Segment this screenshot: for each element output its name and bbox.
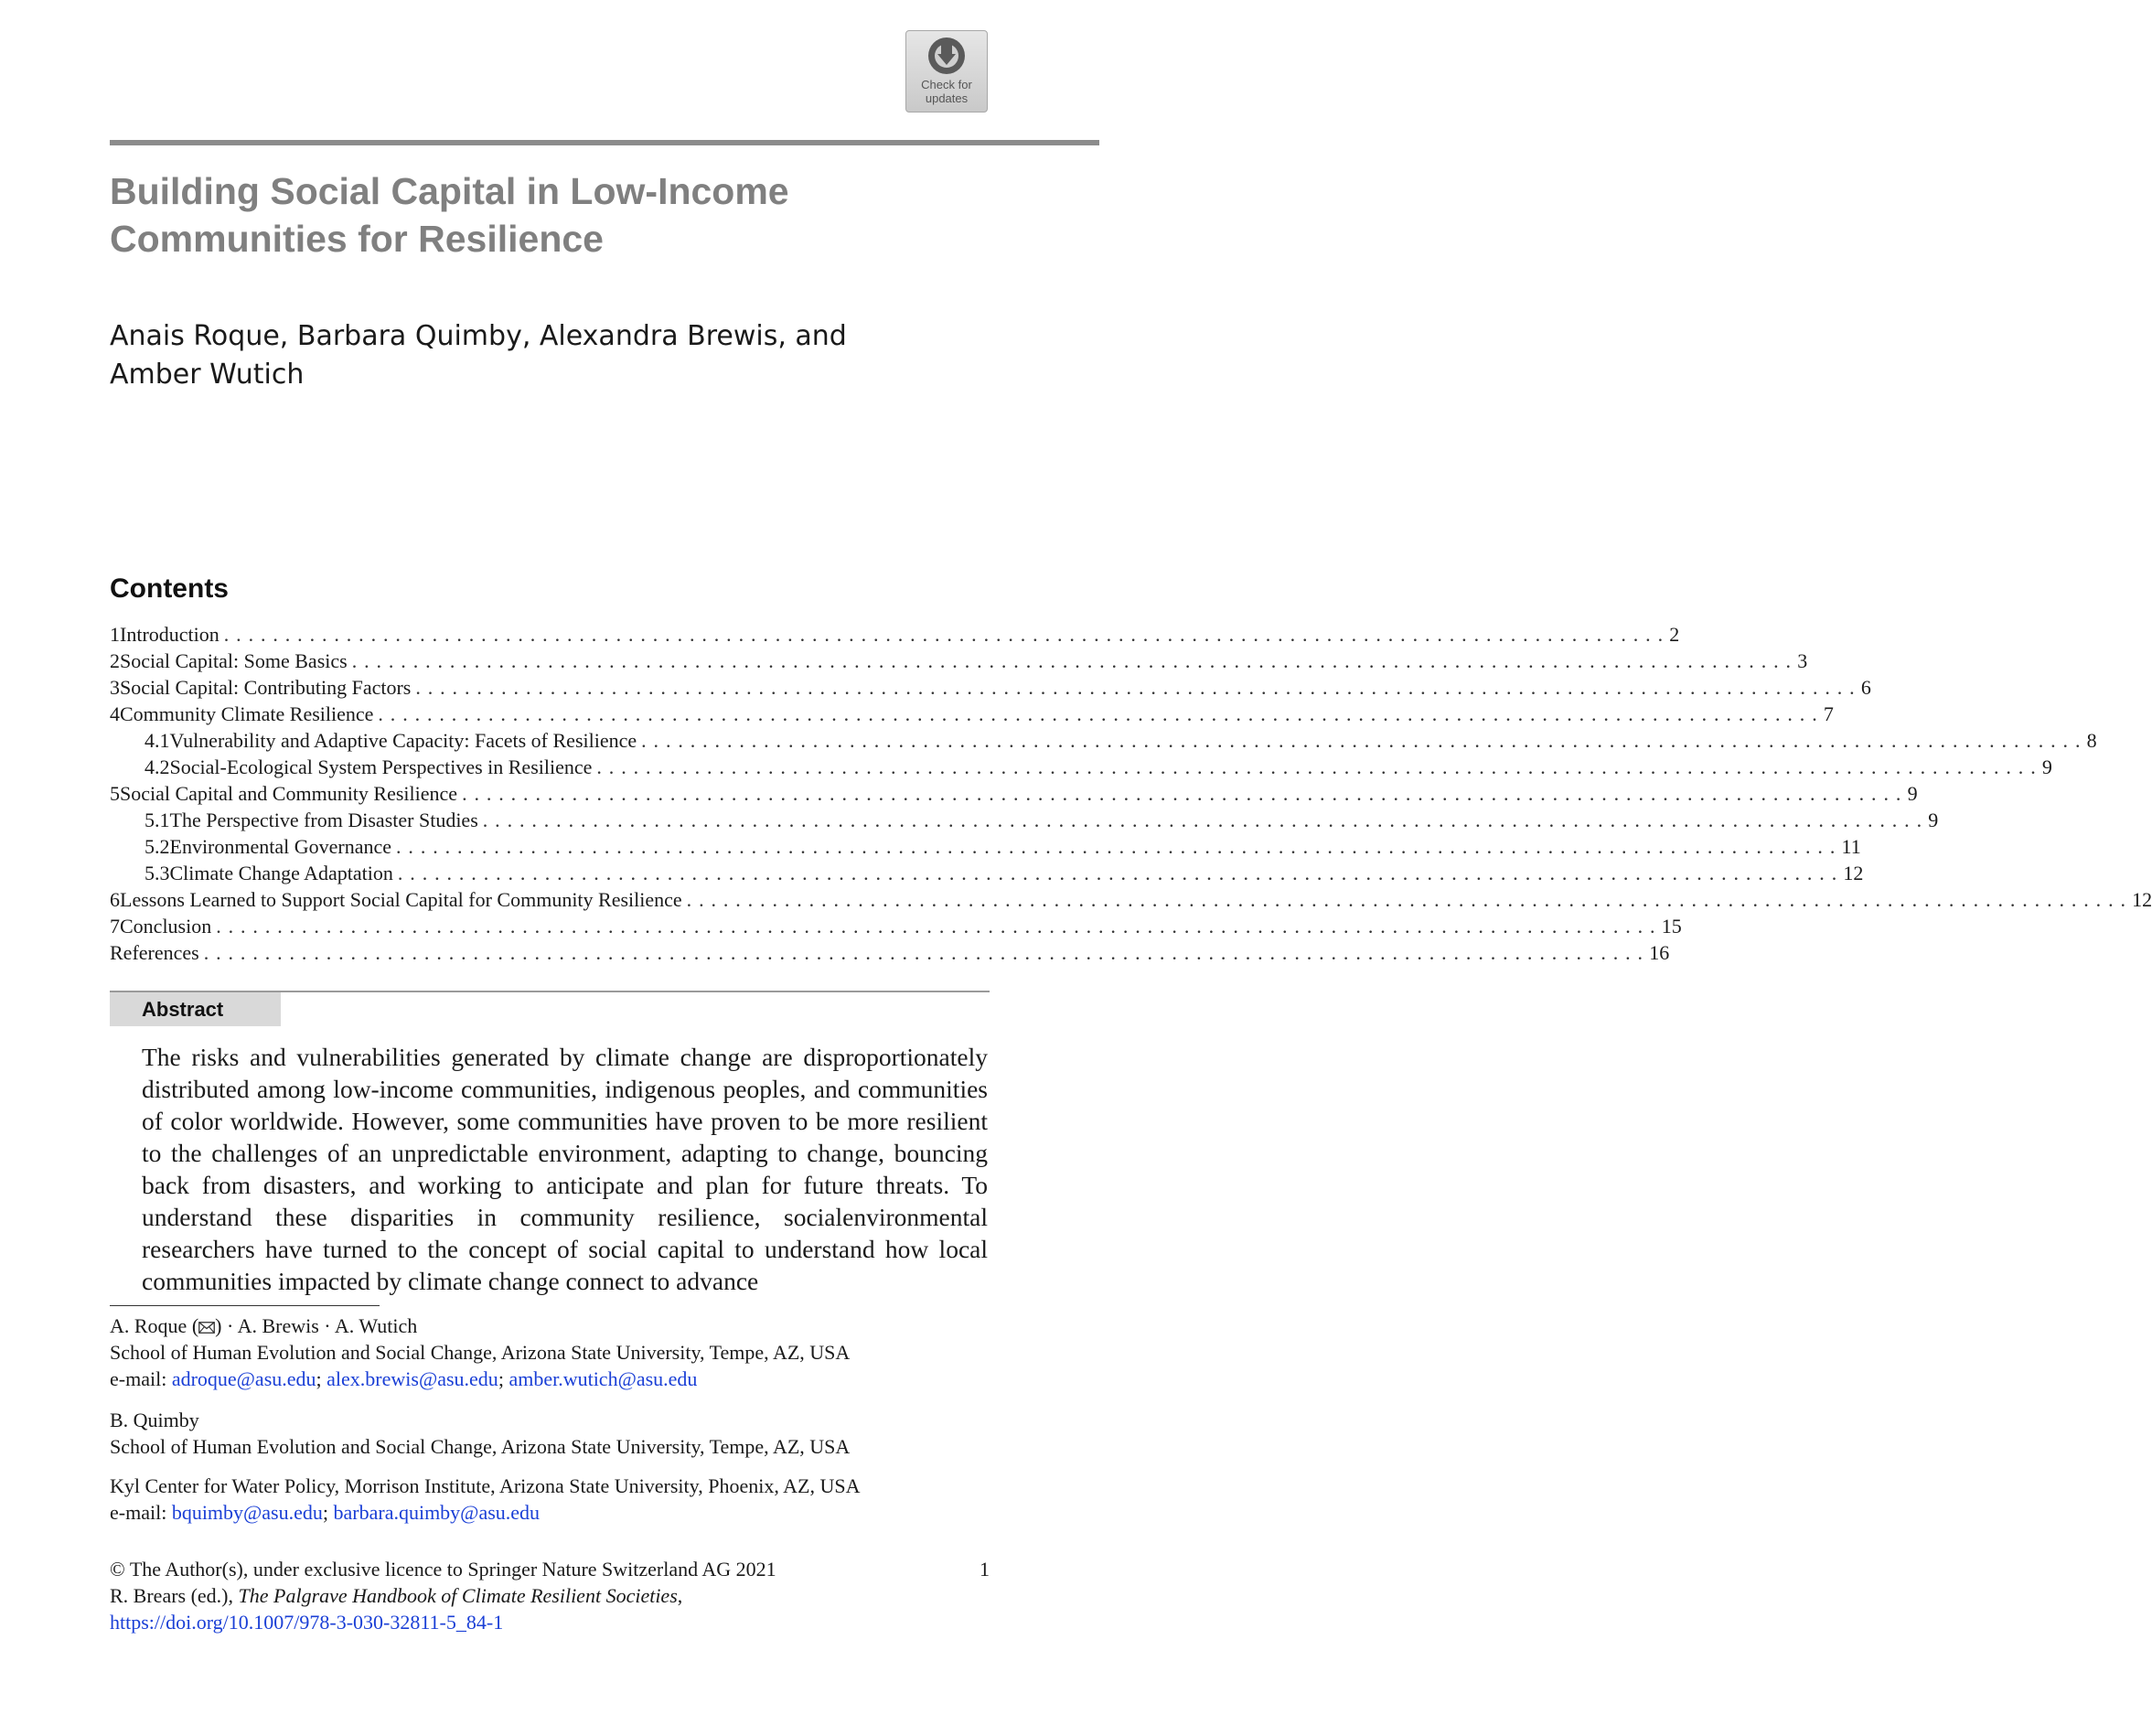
toc-leader: . . . . . . . . . . . . . . . . . . . . . . . . . . . . . . . . . . . . . . . . . . . . . . . . . . . . . . . . . . . . . . . . . . . . . . . . . . . . . . . . . . . . . . . . . . . . . . . . . . . . . . . . . . . . . . . . . . . . . . xyxy=(203,941,1644,964)
contents-heading: Contents xyxy=(110,573,229,604)
toc-leader: . . . . . . . . . . . . . . . . . . . . . . . . . . . . . . . . . . . . . . . . . . . . . . . . . . . . . . . . . . . . . . . . . . . . . . . . . . . . . . . . . . . . . . . . . . . . . . . . . . . . . . . . . . . . . . . . . . . . . . xyxy=(482,809,1923,831)
email-link[interactable]: bquimby@asu.edu xyxy=(171,1501,323,1524)
author-roque: A. Roque ( xyxy=(110,1314,199,1337)
toc-number: 1 xyxy=(110,623,120,646)
email-link[interactable]: barbara.quimby@asu.edu xyxy=(333,1501,541,1524)
toc-leader: . . . . . . . . . . . . . . . . . . . . . . . . . . . . . . . . . . . . . . . . . . . . . . . . . . . . . . . . . . . . . . . . . . . . . . . . . . . . . . . . . . . . . . . . . . . . . . . . . . . . . . . . . . . . . . . . . . . . . . xyxy=(223,623,1665,646)
title-line2: Communities for Resilience xyxy=(110,218,604,260)
toc-leader: . . . . . . . . . . . . . . . . . . . . . . . . . . . . . . . . . . . . . . . . . . . . . . . . . . . . . . . . . . . . . . . . . . . . . . . . . . . . . . . . . . . . . . . . . . . . . . . . . . . . . . . . . . . . . . . . . . . . . . xyxy=(351,649,1793,672)
toc-page: 11 xyxy=(1841,835,1861,858)
doi-line xyxy=(110,1609,990,1635)
toc-entry[interactable] xyxy=(110,833,1861,860)
toc-number: 5 xyxy=(110,782,120,805)
email-link[interactable]: adroque@asu.edu xyxy=(171,1367,316,1390)
title-punctuation: , xyxy=(677,1584,683,1607)
toc-entry[interactable] xyxy=(110,701,1834,727)
toc-number: 3 xyxy=(110,676,120,699)
toc-entry[interactable] xyxy=(110,807,1939,833)
affiliation-authors xyxy=(110,1313,1006,1339)
author-coauthors: ) · A. Brewis · A. Wutich xyxy=(215,1314,418,1337)
editor: R. Brears (ed.), xyxy=(110,1584,239,1607)
toc-title: The Perspective from Disaster Studies xyxy=(169,809,478,831)
toc-number: 4 xyxy=(110,702,120,725)
toc-page: 9 xyxy=(1907,782,1918,805)
email-label: e-mail: xyxy=(110,1367,172,1390)
affiliation-block-2 xyxy=(110,1407,1006,1460)
toc-number: 5.3 xyxy=(145,862,170,884)
toc-number: 5.2 xyxy=(145,835,170,858)
title-line1: Building Social Capital in Low-Income xyxy=(110,170,789,212)
badge-label-line2: updates xyxy=(925,91,969,105)
toc-page: 6 xyxy=(1860,676,1871,699)
toc-page: 2 xyxy=(1669,623,1680,646)
chapter-title xyxy=(110,167,933,263)
toc-entry[interactable] xyxy=(110,621,1680,648)
doi-link[interactable]: https://doi.org/10.1007/978-3-030-32811-5_84-1 xyxy=(110,1611,504,1634)
affiliation-author: B. Quimby xyxy=(110,1409,199,1431)
affiliation-emails: e-mail: bquimby@asu.edu; barbara.quimby@asu.edu xyxy=(110,1501,541,1524)
authors-line1: Anais Roque, Barbara Quimby, Alexandra Brewis, and xyxy=(110,320,847,352)
affiliation-block-1 xyxy=(110,1313,1006,1392)
page-footer xyxy=(110,1556,990,1635)
toc-entry[interactable] xyxy=(110,886,2152,913)
toc-page: 3 xyxy=(1797,649,1808,672)
toc-title: Social Capital and Community Resilience xyxy=(120,782,458,805)
affiliation-block-3 xyxy=(110,1473,1006,1526)
copyright-line: © The Author(s), under exclusive licence to Springer Nature Switzerland AG 2021 xyxy=(110,1558,776,1581)
abstract-text: The risks and vulnerabilities generated by climate change are disproportionately distributed among low-income communities, indigenous peoples, and communities of color worldwide. However, some communities have proven to be more resilient to the challenges of an unpredictable environment, adapting to change, bouncing back from disasters, and working to anticipate and plan for future threats. To understand these disparities in community resilience, socialenvironmental researchers have turned to the concept of social capital to understand how local communities impacted by climate change connect to advance xyxy=(142,1043,988,1295)
toc-title: Social-Ecological System Perspectives in Resilience xyxy=(169,755,593,778)
toc-leader: . . . . . . . . . . . . . . . . . . . . . . . . . . . . . . . . . . . . . . . . . . . . . . . . . . . . . . . . . . . . . . . . . . . . . . . . . . . . . . . . . . . . . . . . . . . . . . . . . . . . . . . . . . . . . . . . . . . . . . xyxy=(686,888,2127,911)
toc-leader: . . . . . . . . . . . . . . . . . . . . . . . . . . . . . . . . . . . . . . . . . . . . . . . . . . . . . . . . . . . . . . . . . . . . . . . . . . . . . . . . . . . . . . . . . . . . . . . . . . . . . . . . . . . . . . . . . . . . . . xyxy=(596,755,2037,778)
toc-title: Social Capital: Contributing Factors xyxy=(120,676,412,699)
email-link[interactable]: alex.brewis@asu.edu xyxy=(327,1367,498,1390)
toc-page: 9 xyxy=(1928,809,1939,831)
toc-entry[interactable] xyxy=(110,780,1918,807)
toc-number: 2 xyxy=(110,649,120,672)
check-for-updates-badge[interactable] xyxy=(905,30,988,113)
table-of-contents xyxy=(110,621,2152,966)
affiliation-institution: School of Human Evolution and Social Change, Arizona State University, Tempe, AZ, USA xyxy=(110,1435,851,1458)
toc-entry[interactable] xyxy=(110,913,1682,939)
toc-entry[interactable] xyxy=(110,754,2052,780)
envelope-icon xyxy=(198,1322,215,1334)
toc-leader: . . . . . . . . . . . . . . . . . . . . . . . . . . . . . . . . . . . . . . . . . . . . . . . . . . . . . . . . . . . . . . . . . . . . . . . . . . . . . . . . . . . . . . . . . . . . . . . . . . . . . . . . . . . . . . . . . . . . . . xyxy=(462,782,1902,805)
toc-entry-references[interactable] xyxy=(110,939,1670,966)
abstract-label: Abstract xyxy=(110,992,281,1026)
toc-title: Introduction xyxy=(120,623,219,646)
toc-leader: . . . . . . . . . . . . . . . . . . . . . . . . . . . . . . . . . . . . . . . . . . . . . . . . . . . . . . . . . . . . . . . . . . . . . . . . . . . . . . . . . . . . . . . . . . . . . . . . . . . . . . . . . . . . . . . . . . . . . . xyxy=(641,729,2082,752)
email-label: e-mail: xyxy=(110,1501,172,1524)
toc-number: 7 xyxy=(110,915,120,938)
toc-entry[interactable] xyxy=(110,727,2097,754)
toc-title: Community Climate Resilience xyxy=(120,702,374,725)
affiliation-institution: School of Human Evolution and Social Change, Arizona State University, Tempe, AZ, USA xyxy=(110,1341,851,1364)
toc-title: Environmental Governance xyxy=(169,835,392,858)
toc-page: 8 xyxy=(2086,729,2097,752)
toc-leader: . . . . . . . . . . . . . . . . . . . . . . . . . . . . . . . . . . . . . . . . . . . . . . . . . . . . . . . . . . . . . . . . . . . . . . . . . . . . . . . . . . . . . . . . . . . . . . . . . . . . . . . . . . . . . . . . . . . . . . xyxy=(397,862,1838,884)
toc-page: 9 xyxy=(2041,755,2052,778)
affiliation-institution: Kyl Center for Water Policy, Morrison Institute, Arizona State University, Phoenix, AZ, USA xyxy=(110,1474,861,1497)
toc-number: 4.2 xyxy=(145,755,170,778)
toc-number: 5.1 xyxy=(145,809,170,831)
toc-title: References xyxy=(110,941,199,964)
top-rule xyxy=(110,140,1099,145)
toc-title: Climate Change Adaptation xyxy=(169,862,393,884)
toc-entry[interactable] xyxy=(110,860,1864,886)
toc-number: 4.1 xyxy=(145,729,170,752)
authors-line2: Amber Wutich xyxy=(110,359,305,391)
email-link[interactable]: amber.wutich@asu.edu xyxy=(509,1367,698,1390)
author-list xyxy=(110,317,933,394)
footnote-rule xyxy=(110,1305,380,1306)
toc-leader: . . . . . . . . . . . . . . . . . . . . . . . . . . . . . . . . . . . . . . . . . . . . . . . . . . . . . . . . . . . . . . . . . . . . . . . . . . . . . . . . . . . . . . . . . . . . . . . . . . . . . . . . . . . . . . . . . . . . . . xyxy=(216,915,1656,938)
toc-entry[interactable] xyxy=(110,674,1871,701)
citation-line xyxy=(110,1582,990,1609)
toc-page: 7 xyxy=(1823,702,1834,725)
toc-leader: . . . . . . . . . . . . . . . . . . . . . . . . . . . . . . . . . . . . . . . . . . . . . . . . . . . . . . . . . . . . . . . . . . . . . . . . . . . . . . . . . . . . . . . . . . . . . . . . . . . . . . . . . . . . . . . . . . . . . . xyxy=(378,702,1818,725)
affiliation-emails: e-mail: adroque@asu.edu; alex.brewis@asu.edu; amber.wutich@asu.edu xyxy=(110,1367,698,1390)
toc-entry[interactable] xyxy=(110,648,1808,674)
toc-title: Lessons Learned to Support Social Capital for Community Resilience xyxy=(120,888,682,911)
toc-page: 16 xyxy=(1649,941,1670,964)
page-number: 1 xyxy=(980,1558,990,1581)
toc-leader: . . . . . . . . . . . . . . . . . . . . . . . . . . . . . . . . . . . . . . . . . . . . . . . . . . . . . . . . . . . . . . . . . . . . . . . . . . . . . . . . . . . . . . . . . . . . . . . . . . . . . . . . . . . . . . . . . . . . . . xyxy=(396,835,1836,858)
toc-number: 6 xyxy=(110,888,120,911)
toc-title: Vulnerability and Adaptive Capacity: Facets of Resilience xyxy=(169,729,637,752)
book-title: The Palgrave Handbook of Climate Resilient Societies xyxy=(238,1584,678,1607)
toc-title: Social Capital: Some Basics xyxy=(120,649,348,672)
toc-page: 15 xyxy=(1661,915,1682,938)
badge-label-line1: Check for xyxy=(921,78,972,91)
check-updates-icon xyxy=(926,35,968,77)
toc-title: Conclusion xyxy=(120,915,212,938)
toc-page: 12 xyxy=(2132,888,2152,911)
toc-leader: . . . . . . . . . . . . . . . . . . . . . . . . . . . . . . . . . . . . . . . . . . . . . . . . . . . . . . . . . . . . . . . . . . . . . . . . . . . . . . . . . . . . . . . . . . . . . . . . . . . . . . . . . . . . . . . . . . . . . . xyxy=(415,676,1856,699)
toc-page: 12 xyxy=(1843,862,1864,884)
